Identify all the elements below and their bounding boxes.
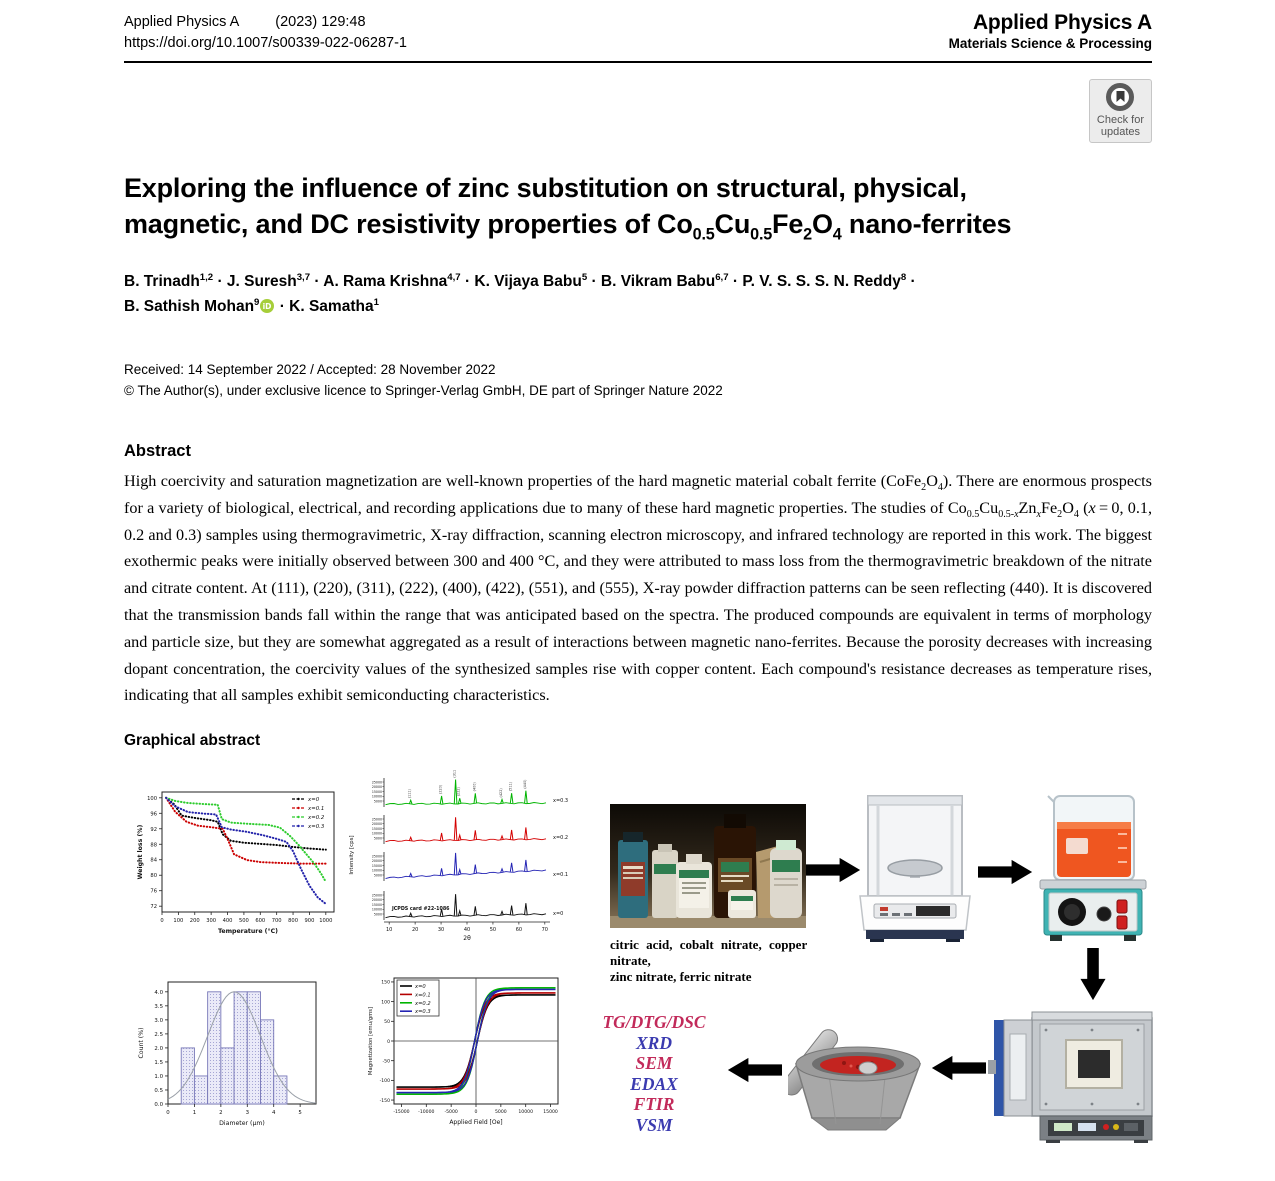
svg-text:2.0: 2.0 — [154, 1046, 163, 1053]
svg-text:-100: -100 — [379, 1079, 390, 1085]
page-header — [124, 12, 1152, 54]
svg-text:Weight loss (%): Weight loss (%) — [137, 824, 144, 880]
svg-text:Temperature (°C): Temperature (°C) — [218, 928, 278, 936]
svg-text:1000: 1000 — [319, 918, 333, 925]
svg-text:400: 400 — [222, 918, 233, 925]
svg-text:20: 20 — [411, 927, 419, 934]
svg-text:10000: 10000 — [371, 831, 382, 836]
svg-text:20000: 20000 — [371, 785, 382, 790]
graphical-abstract-heading: Graphical abstract — [124, 732, 261, 750]
arrow-left-2 — [726, 1056, 782, 1084]
svg-text:(440): (440) — [522, 779, 527, 789]
svg-text:100: 100 — [147, 795, 157, 802]
journal-subtitle: Materials Science & Processing — [948, 36, 1152, 51]
tga-chart — [132, 784, 344, 946]
analytical-balance-photo — [854, 790, 976, 942]
svg-text:10: 10 — [386, 927, 393, 934]
svg-text:0.5: 0.5 — [154, 1088, 163, 1095]
svg-text:72: 72 — [150, 904, 157, 911]
chemicals-caption-line-2: zinc nitrate, ferric nitrate — [610, 969, 752, 985]
svg-text:-15000: -15000 — [393, 1110, 410, 1116]
svg-text:5: 5 — [298, 1110, 302, 1117]
journal-name: Applied Physics A — [972, 11, 1152, 34]
svg-text:x=0: x=0 — [415, 984, 426, 991]
doi-link[interactable]: https://doi.org/10.1007/s00339-022-06287-1 — [124, 35, 407, 51]
journal-logo — [949, 12, 1152, 51]
svg-text:Magnetization [emu/gms]: Magnetization [emu/gms] — [368, 1007, 374, 1076]
svg-text:3: 3 — [245, 1110, 250, 1117]
histogram-chart-panel — [134, 972, 324, 1147]
svg-text:Applied Field [Oe]: Applied Field [Oe] — [449, 1119, 503, 1127]
svg-text:-150: -150 — [379, 1099, 390, 1105]
svg-text:10000: 10000 — [371, 907, 382, 912]
svg-text:(222): (222) — [456, 787, 461, 797]
citation-block — [124, 12, 407, 54]
svg-text:1.0: 1.0 — [154, 1074, 163, 1081]
svg-text:4: 4 — [271, 1110, 276, 1117]
svg-text:80: 80 — [150, 873, 157, 880]
technique-ftir: FTIR — [633, 1094, 675, 1115]
svg-text:100: 100 — [173, 918, 184, 925]
svg-text:1: 1 — [192, 1110, 197, 1117]
svg-text:Intensity [cps]: Intensity [cps] — [349, 835, 355, 875]
mortar-photo-panel — [788, 1006, 928, 1148]
technique-tg-dtg-dsc: TG/DTG/DSC — [602, 1012, 706, 1033]
svg-text:20000: 20000 — [371, 898, 382, 903]
chemicals-photo — [610, 804, 806, 928]
svg-text:100: 100 — [381, 1000, 390, 1006]
citation-line — [124, 12, 407, 33]
svg-text:Count (%): Count (%) — [138, 1027, 145, 1059]
svg-text:2θ: 2θ — [463, 935, 471, 943]
title-line-2: magnetic, and DC resistivity properties of $Co_{0.5}Cu_{0.5}Fe_2O_4$ nano-ferrites — [124, 209, 1012, 244]
authors-line-1: B. Trinadh$^{1,2}$ · J. Suresh$^{3,7}$ · A. Rama Krishna$^{4,7}$ · K. Vijaya Babu$^5$ · B. Vikram Babu$^{6,7}$ · P. V. S. S. S. N. Reddy$^8$ · — [124, 271, 916, 290]
xrd-chart-panel — [346, 770, 570, 955]
svg-text:10000: 10000 — [371, 868, 382, 873]
svg-text:0.0: 0.0 — [154, 1102, 163, 1109]
svg-text:2: 2 — [219, 1110, 223, 1117]
received-accepted: Received: 14 September 2022 / Accepted: 28 November 2022 — [124, 362, 496, 377]
svg-text:60: 60 — [515, 927, 523, 934]
mortar-and-pestle-photo — [788, 1006, 928, 1143]
svg-text:(111): (111) — [407, 789, 412, 799]
svg-text:15000: 15000 — [371, 826, 382, 831]
abstract-body: High coercivity and saturation magnetization are well-known properties of the hard magnetic material cobalt ferrite $(CoFe_2O_4)$. There are enormous prospects for a variety of biological, electrical, and recording applications due to many of these hard magnetic properties. The studies of $Co_{0.5}Cu_{0.5-x}Zn_xFe_2O_4$ (x = 0, 0.1, 0.2 and 0.3) samples using thermogravimetric, X-ray diffraction, scanning electron microscopy, and infrared technology are reported in this work. The biggest exothermic peaks were initially observed between 300 and 400 °C, and they were attributed to mass loss from the thermogravimetric breakdown of the nitrate and citrate content. At (111), (220), (311), (222), (400), (422), (551), and (555), X-ray powder diffraction patterns can be seen reflecting (440). It is discovered that the transmission bands fall within the range that was anticipated based on the spectra. The produced compounds are equivalent in terms of morphology and particle size, but they are somewhat aggregated as a result of interactions between magnetic nano-ferrites. Because the porosity decreases with increasing dopant concentration, the coercivity values of the synthesized samples rise with copper content. Each compound's resistance decreases as temperature rises, indicating that all samples exhibit semiconducting characteristics. — [124, 472, 1153, 705]
arrow-right-2 — [978, 858, 1034, 886]
svg-text:4.0: 4.0 — [154, 989, 163, 996]
svg-text:JCPDS card #22-1086: JCPDS card #22-1086 — [392, 907, 450, 913]
svg-text:300: 300 — [206, 918, 217, 925]
svg-text:(220): (220) — [438, 785, 443, 795]
svg-text:5000: 5000 — [373, 912, 382, 917]
svg-text:(400): (400) — [472, 782, 477, 792]
svg-text:x=0.3: x=0.3 — [553, 798, 569, 805]
abstract-heading: Abstract — [124, 442, 191, 460]
xrd-chart — [346, 770, 570, 950]
chemicals-caption — [610, 937, 810, 985]
svg-text:5000: 5000 — [373, 836, 382, 841]
svg-text:5000: 5000 — [494, 1110, 507, 1116]
svg-text:25000: 25000 — [371, 854, 382, 859]
svg-text:5000: 5000 — [373, 873, 382, 878]
svg-text:150: 150 — [381, 980, 390, 986]
svg-text:900: 900 — [304, 918, 315, 925]
svg-text:88: 88 — [150, 842, 157, 849]
header-rule — [124, 61, 1152, 63]
tga-chart-panel — [132, 784, 344, 951]
svg-text:0: 0 — [160, 918, 164, 925]
svg-text:15000: 15000 — [371, 863, 382, 868]
muffle-furnace-photo — [988, 1004, 1164, 1143]
svg-text:5000: 5000 — [373, 799, 382, 804]
chemicals-caption-line-1: citric acid, cobalt nitrate, copper nitrate, — [610, 937, 807, 969]
hotplate-photo-panel — [1032, 792, 1154, 949]
technique-sem: SEM — [635, 1053, 673, 1074]
svg-text:76: 76 — [150, 888, 157, 895]
magnetization-loop-chart — [364, 970, 566, 1142]
beaker-on-hotplate-photo — [1032, 792, 1154, 944]
svg-text:-10000: -10000 — [418, 1110, 435, 1116]
svg-text:30: 30 — [437, 927, 445, 934]
arrow-left-1 — [930, 1054, 986, 1082]
svg-text:x=0.2: x=0.2 — [553, 835, 569, 842]
svg-text:iD: iD — [262, 302, 272, 311]
svg-text:25000: 25000 — [371, 780, 382, 785]
svg-text:0: 0 — [166, 1110, 170, 1117]
svg-text:92: 92 — [150, 826, 157, 833]
svg-text:600: 600 — [255, 918, 266, 925]
svg-text:x=0: x=0 — [308, 797, 320, 804]
orcid-icon[interactable] — [260, 296, 274, 321]
svg-text:70: 70 — [541, 927, 548, 934]
author-list — [124, 269, 1152, 321]
svg-text:x=0.1: x=0.1 — [553, 872, 569, 879]
authors-line-2a: B. Sathish Mohan$^9$ — [124, 296, 260, 315]
svg-text:96: 96 — [150, 811, 157, 818]
svg-text:20000: 20000 — [371, 859, 382, 864]
svg-text:10000: 10000 — [518, 1110, 534, 1116]
techniques-list — [586, 1012, 722, 1135]
svg-text:25000: 25000 — [371, 817, 382, 822]
svg-text:x=0.1: x=0.1 — [308, 806, 325, 813]
svg-text:x=0.2: x=0.2 — [308, 815, 325, 822]
furnace-photo-panel — [988, 1004, 1164, 1148]
svg-text:-50: -50 — [382, 1059, 390, 1065]
svg-text:(422): (422) — [499, 788, 504, 798]
svg-text:3.5: 3.5 — [154, 1004, 163, 1011]
svg-text:x=0.3: x=0.3 — [415, 1009, 431, 1016]
vsm-chart-panel — [364, 970, 566, 1147]
svg-text:(311): (311) — [452, 770, 457, 778]
particle-size-histogram — [134, 972, 324, 1142]
svg-text:50: 50 — [384, 1020, 390, 1026]
svg-text:3.0: 3.0 — [154, 1018, 163, 1025]
svg-text:50: 50 — [489, 927, 497, 934]
technique-vsm: VSM — [635, 1114, 673, 1135]
technique-xrd: XRD — [636, 1032, 672, 1053]
crossmark-icon — [1106, 83, 1134, 111]
svg-text:40: 40 — [463, 927, 471, 934]
svg-text:x=0.1: x=0.1 — [415, 992, 431, 999]
svg-text:x=0.3: x=0.3 — [308, 824, 325, 831]
svg-text:0: 0 — [387, 1039, 390, 1045]
article-title — [124, 170, 1152, 242]
copyright-line: © The Author(s), under exclusive licence to Springer-Verlag GmbH, DE part of Springer Nature 2022 — [124, 383, 723, 398]
svg-text:x=0: x=0 — [553, 911, 564, 918]
title-line-1: Exploring the influence of zinc substitution on structural, physical, — [124, 173, 967, 203]
svg-text:0: 0 — [474, 1110, 478, 1116]
svg-text:200: 200 — [189, 918, 200, 925]
svg-text:15000: 15000 — [543, 1110, 558, 1116]
svg-text:(511): (511) — [508, 782, 513, 792]
svg-text:1.5: 1.5 — [154, 1060, 163, 1067]
chemicals-photo-panel — [610, 804, 810, 985]
badge-label-1: Check for — [1096, 114, 1144, 126]
svg-text:500: 500 — [238, 918, 249, 925]
svg-text:15000: 15000 — [371, 789, 382, 794]
svg-text:2.5: 2.5 — [154, 1032, 163, 1039]
svg-text:700: 700 — [271, 918, 282, 925]
authors-line-2b: · K. Samatha$^1$ — [275, 296, 379, 315]
svg-text:x=0.2: x=0.2 — [415, 1000, 431, 1007]
svg-text:Diameter (μm): Diameter (μm) — [219, 1120, 265, 1128]
issue-ref: (2023) 129:48 — [275, 14, 366, 30]
graphical-abstract-figure — [124, 762, 1152, 1147]
badge-label-2: updates — [1100, 126, 1141, 138]
svg-text:15000: 15000 — [371, 902, 382, 907]
svg-text:20000: 20000 — [371, 822, 382, 827]
balance-photo-panel — [854, 790, 976, 947]
svg-text:84: 84 — [150, 857, 157, 864]
svg-text:10000: 10000 — [371, 794, 382, 799]
svg-text:-5000: -5000 — [444, 1110, 458, 1116]
technique-edax: EDAX — [630, 1073, 678, 1094]
journal-ref: Applied Physics A — [124, 14, 240, 30]
arrow-down-1 — [1078, 948, 1108, 1002]
check-for-updates-badge[interactable] — [1089, 79, 1152, 143]
article-meta — [124, 359, 1152, 401]
svg-text:25000: 25000 — [371, 893, 382, 898]
svg-text:800: 800 — [288, 918, 299, 925]
